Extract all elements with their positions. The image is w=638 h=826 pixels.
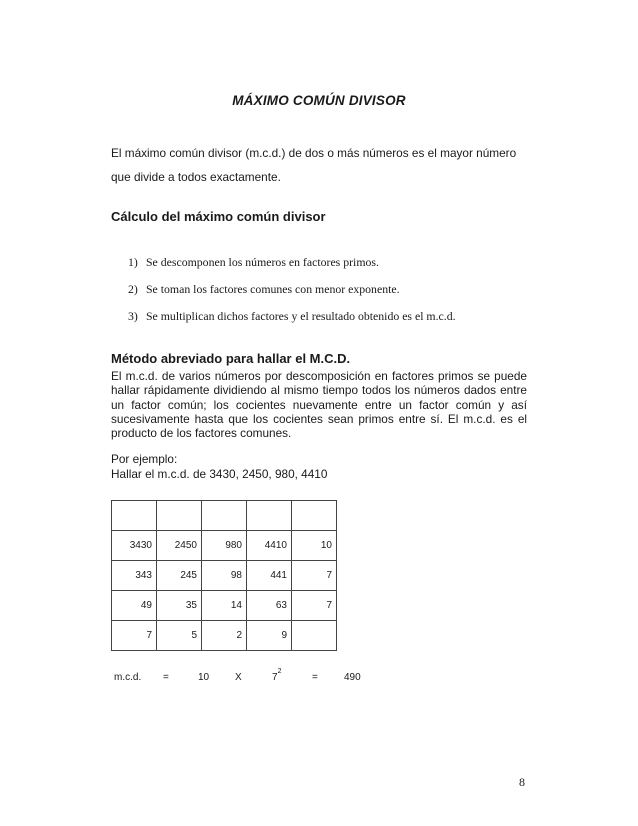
step-text: Se multiplican dichos factores y el resultado obtenido es el m.c.d. [146, 309, 456, 323]
table-cell: 2450 [157, 531, 202, 561]
table-cell [202, 501, 247, 531]
result-label: m.c.d. [114, 672, 142, 683]
table-cell: 245 [157, 561, 202, 591]
result-equals: = [163, 672, 169, 683]
step-number: 3) [128, 309, 138, 323]
table-row [112, 501, 337, 531]
table-cell: 980 [202, 531, 247, 561]
table-cell [292, 501, 337, 531]
table-row [112, 531, 337, 561]
table-cell: 63 [247, 591, 292, 621]
table-cell [247, 501, 292, 531]
table-cell: 9 [247, 621, 292, 651]
steps-list [128, 253, 456, 334]
step-text: Se descomponen los números en factores primos. [146, 255, 379, 269]
method-heading: Método abreviado para hallar el M.C.D. [111, 351, 351, 366]
table-cell: 98 [202, 561, 247, 591]
example-task: Hallar el m.c.d. de 3430, 2450, 980, 4410 [111, 467, 328, 481]
step-item [128, 280, 456, 307]
step-item [128, 307, 456, 334]
step-number: 1) [128, 255, 138, 269]
step-text: Se toman los factores comunes con menor exponente. [146, 282, 400, 296]
result-times: X [235, 672, 242, 683]
table-cell: 7 [292, 561, 337, 591]
result-power [272, 668, 282, 683]
table-row [112, 591, 337, 621]
table-cell: 4410 [247, 531, 292, 561]
table-cell: 5 [157, 621, 202, 651]
example-label: Por ejemplo: [111, 452, 178, 466]
table-cell: 7 [112, 621, 157, 651]
table-cell: 10 [292, 531, 337, 561]
table-row [112, 561, 337, 591]
table-row [112, 621, 337, 651]
table-cell: 441 [247, 561, 292, 591]
table-cell: 2 [202, 621, 247, 651]
intro-line-1: El máximo común divisor (m.c.d.) de dos o más números es el mayor número [111, 146, 517, 160]
table-cell [157, 501, 202, 531]
table-cell: 343 [112, 561, 157, 591]
table-cell: 14 [202, 591, 247, 621]
table-cell: 7 [292, 591, 337, 621]
step-number: 2) [128, 282, 138, 296]
page-number: 8 [519, 775, 525, 789]
result-value: 490 [344, 672, 361, 683]
table-cell: 35 [157, 591, 202, 621]
calc-heading: Cálculo del máximo común divisor [111, 209, 326, 224]
factorization-table [111, 500, 337, 651]
result-exponent: 2 [277, 668, 282, 675]
result-base: 7 [272, 672, 278, 683]
table-cell: 49 [112, 591, 157, 621]
page-title: MÁXIMO COMÚN DIVISOR [232, 93, 406, 108]
result-factor-10: 10 [198, 672, 210, 683]
method-paragraph: El m.c.d. de varios números por descomposición en factores primos se puede hallar rápidamente dividiendo al mismo tiempo todos los números dados entre un factor común; los cocientes nuevamente entre un factor común y así sucesivamente hasta que los cocientes sean primos entre sí. El m.c.d. es el producto de los factores comunes. [111, 369, 527, 441]
intro-paragraph [111, 141, 531, 189]
result-equals-2: = [312, 672, 318, 683]
table-cell [112, 501, 157, 531]
intro-line-2: que divide a todos exactamente. [111, 170, 281, 184]
table-cell [292, 621, 337, 651]
step-item [128, 253, 456, 280]
table-cell: 3430 [112, 531, 157, 561]
